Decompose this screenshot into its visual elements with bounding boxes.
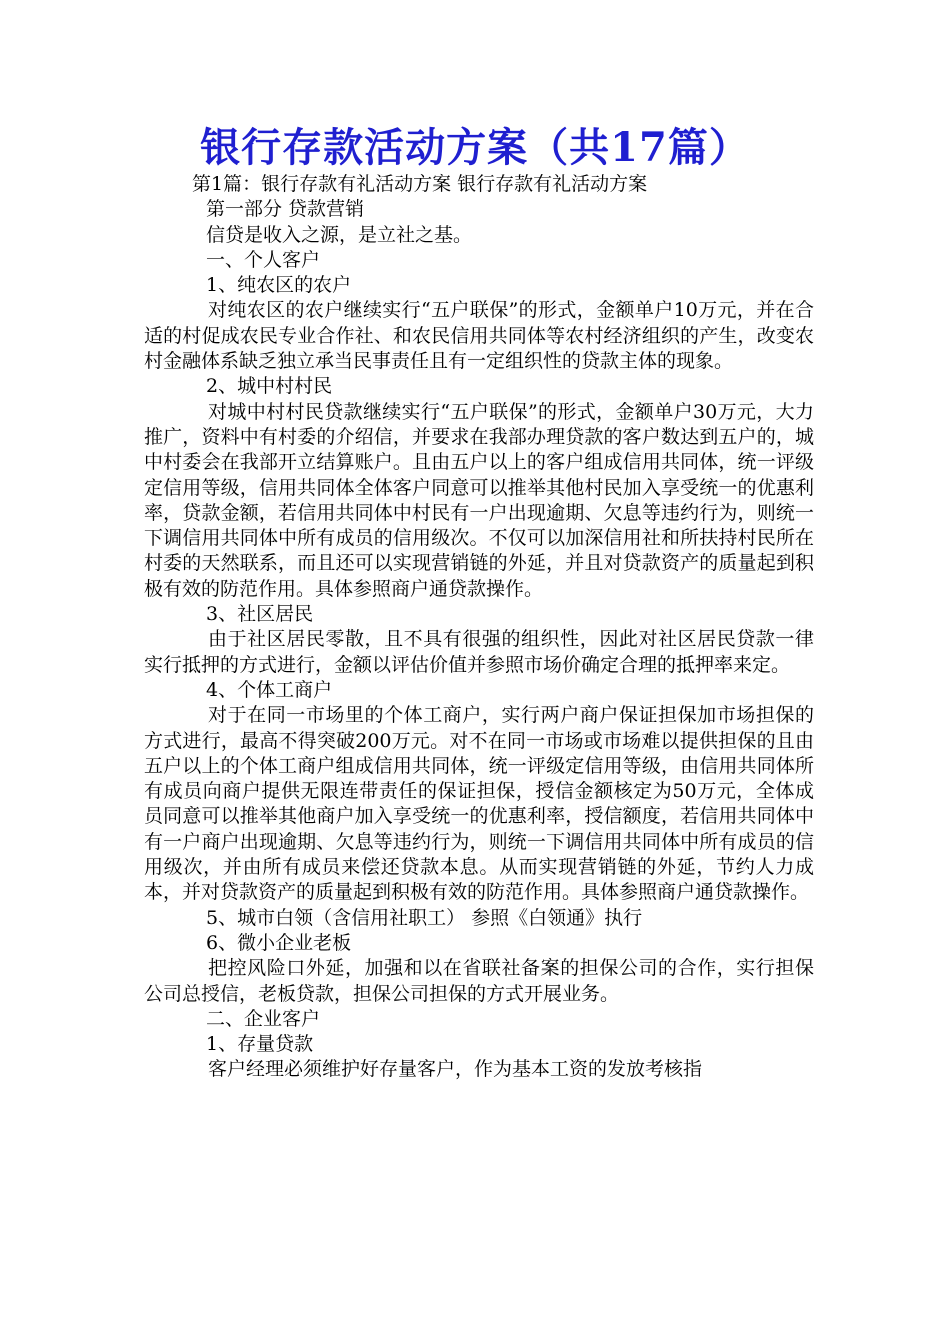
heading-line: 6、微小企业老板 xyxy=(206,931,352,954)
heading-line: 1、纯农区的农户 xyxy=(206,274,352,297)
heading-line: 一、个人客户 xyxy=(206,248,321,271)
paragraph-list xyxy=(144,197,814,1082)
paragraph: 对纯农区的农户继续实行“五户联保”的形式，金额单户10万元，并在合适的村促成农民专业合作社、和农民信用共同体等农村经济组织的产生，改变农村金融体系缺乏独立承当民事责任且有一定组织性的贷款主体的现象。 xyxy=(144,299,814,373)
heading-line: 4、个体工商户 xyxy=(206,678,333,701)
paragraph: 由于社区居民零散，且不具有很强的组织性，因此对社区居民贷款一律实行抵押的方式进行，金额以评估价值并参照市场价确定合理的抵押率来定。 xyxy=(144,628,814,676)
paragraph: 把控风险口外延，加强和以在省联社备案的担保公司的合作，实行担保公司总授信，老板贷款，担保公司担保的方式开展业务。 xyxy=(144,957,814,1005)
heading-line: 5、城市白领（含信用社职工） 参照《白领通》执行 xyxy=(206,906,643,929)
heading-line: 3、社区居民 xyxy=(206,603,314,626)
paragraph: 对城中村村民贷款继续实行“五户联保”的形式，金额单户30万元，大力推广，资料中有村委的介绍信，并要求在我部办理贷款的客户数达到五户的，城中村委会在我部开立结算账户。且由五户以上的客户组成信用共同体，统一评级定信用等级，信用共同体全体客户同意可以推举其他村民加入享受统一的优惠利率，贷款金额，若信用共同体中村民有一户出现逾期、欠息等违约行为，则统一下调信用共同体中所有成员的信用级次。不仅可以加深信用社和所扶持村民所在村委的天然联系，而且还可以实现营销链的外延，并且对贷款资产的质量起到积极有效的防范作用。具体参照商户通贷款操作。 xyxy=(144,400,814,600)
document-title: 银行存款活动方案（共17篇） xyxy=(200,124,750,171)
heading-line: 第一部分 贷款营销 xyxy=(206,198,365,221)
paragraph: 对于在同一市场里的个体工商户，实行两户商户保证担保加市场担保的方式进行，最高不得突破200万元。对不在同一市场或市场难以提供担保的且由五户以上的个体工商户组成信用共同体，统一评级定信用等级，由信用共同体所有成员向商户提供无限连带责任的保证担保，授信金额核定为50万元，全体成员同意可以推举其他商户加入享受统一的优惠利率，授信额度，若信用共同体中有一户商户出现逾期、欠息等违约行为，则统一下调信用共同体中所有成员的信用级次，并由所有成员来偿还贷款本息。从而实现营销链的外延，节约人力成本，并对贷款资产的质量起到积极有效的防范作用。具体参照商户通贷款操作。 xyxy=(144,704,814,904)
paragraph: 客户经理必须维护好存量客户，作为基本工资的发放考核指 xyxy=(208,1058,703,1081)
heading-line: 信贷是收入之源，是立社之基。 xyxy=(206,223,473,246)
section-subtitle: 第1篇：银行存款有礼活动方案 银行存款有礼活动方案 xyxy=(192,173,648,195)
document-body xyxy=(144,172,814,1083)
heading-line: 2、城中村村民 xyxy=(206,375,333,398)
heading-line: 1、存量贷款 xyxy=(206,1033,314,1056)
heading-line: 二、企业客户 xyxy=(206,1007,321,1030)
